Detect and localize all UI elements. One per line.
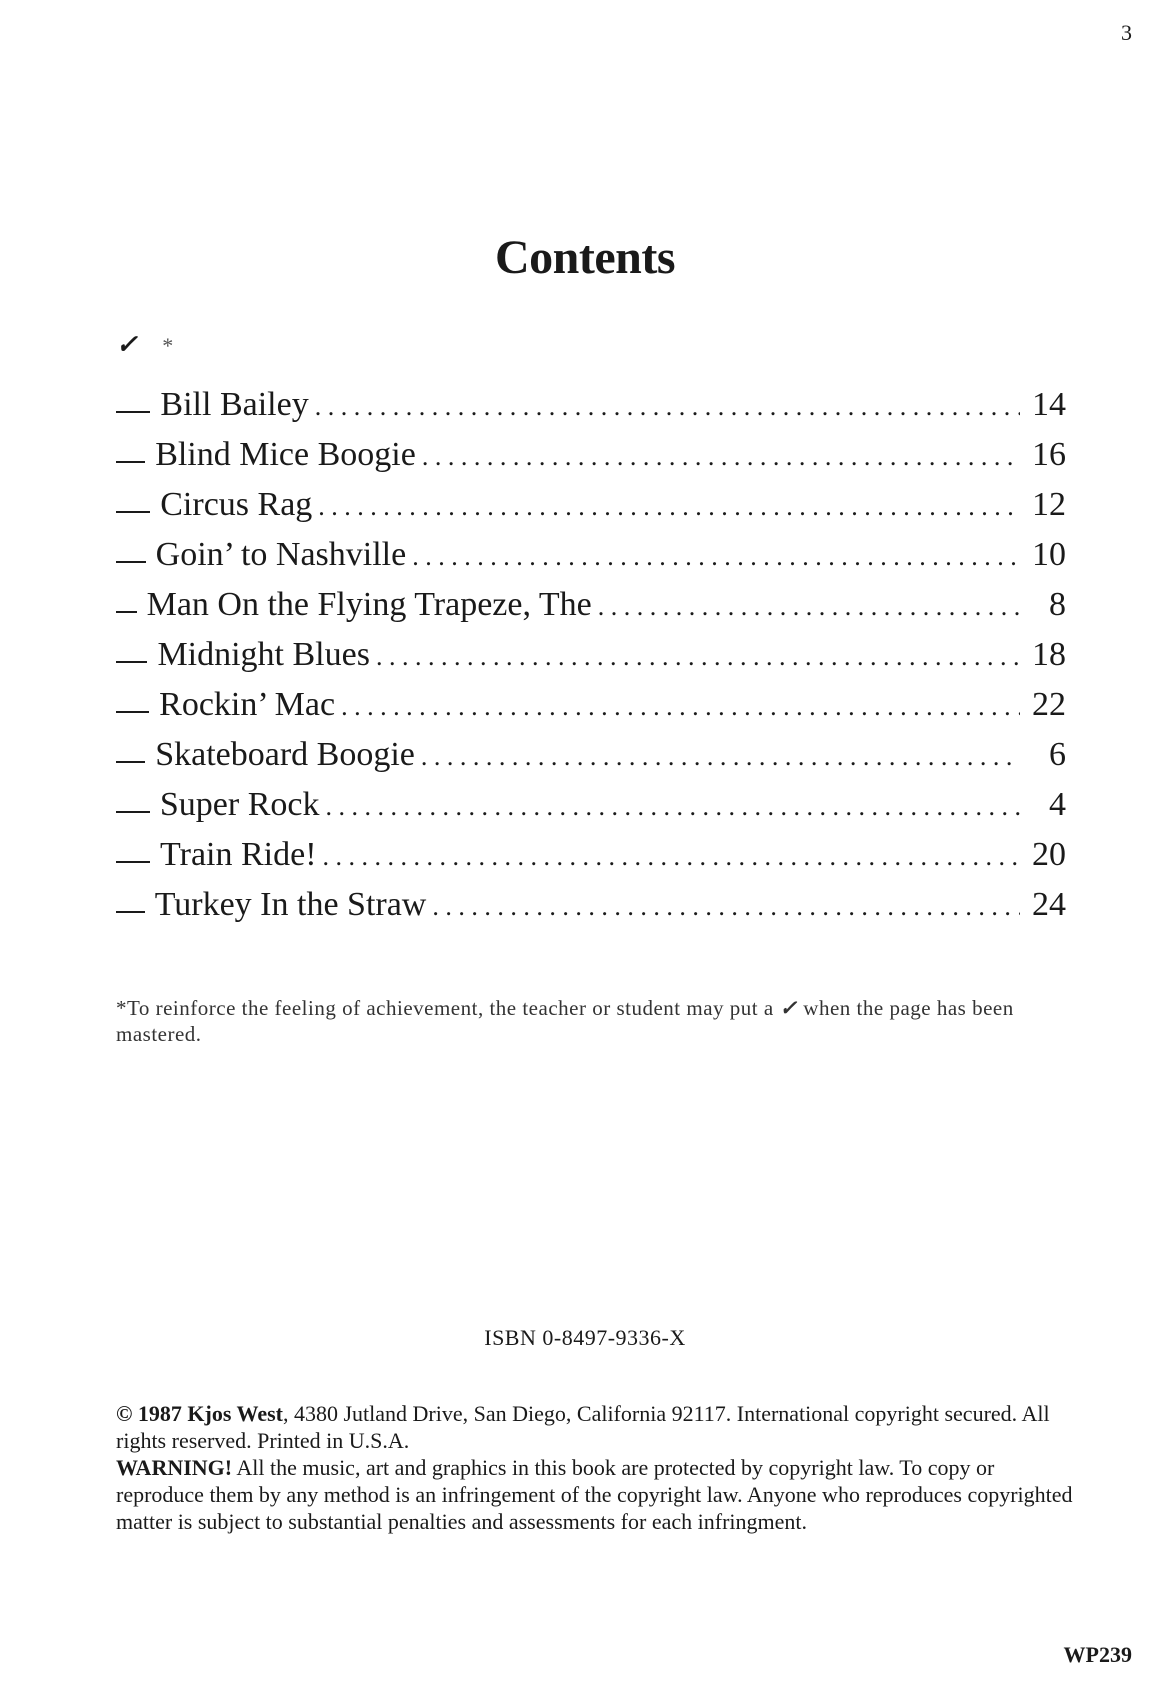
copyright-notice	[116, 1400, 1076, 1535]
toc-title: Bill Bailey	[160, 386, 309, 423]
dot-leader	[376, 642, 1020, 672]
footnote	[116, 995, 1056, 1047]
check-blank[interactable]	[116, 911, 145, 913]
checkmark-icon: ✓	[116, 330, 138, 359]
toc-page: 18	[1032, 636, 1066, 673]
dot-leader	[323, 842, 1020, 872]
toc-row	[116, 586, 1066, 636]
toc-page: 8	[1049, 586, 1066, 623]
toc-page: 10	[1032, 536, 1066, 573]
dot-leader	[325, 792, 1020, 822]
dot-leader	[315, 392, 1020, 422]
toc-title: Train Ride!	[160, 836, 317, 873]
toc-page: 22	[1032, 686, 1066, 723]
toc-row	[116, 436, 1066, 486]
warning-text: All the music, art and graphics in this book are protected by copyright law. To copy or reproduce them by any method is an infringement of the copyright law. Anyone who reproduces copyrighted matter is subject to substantial penalties and assessments for each infringment.	[116, 1455, 1073, 1534]
dot-leader	[318, 492, 1020, 522]
check-blank[interactable]	[116, 861, 150, 863]
toc-row	[116, 636, 1066, 686]
copyright-publisher: © 1987 Kjos West	[116, 1401, 283, 1426]
toc-title: Goin’ to Nashville	[155, 536, 407, 573]
checkmark-icon: ✓	[779, 996, 798, 1020]
copyright-address: , 4380 Jutland Drive, San Diego, California 92117. International copyright secured. All rights reserved. Printed in U.S.A.	[116, 1401, 1050, 1453]
check-blank[interactable]	[116, 561, 146, 563]
toc-title: Rockin’ Mac	[159, 686, 336, 723]
toc-row	[116, 836, 1066, 886]
toc-row	[116, 386, 1066, 436]
check-blank[interactable]	[116, 711, 149, 713]
check-blank[interactable]	[116, 661, 147, 663]
toc-page: 16	[1032, 436, 1066, 473]
toc-title: Man On the Flying Trapeze, The	[146, 586, 592, 623]
catalog-code: WP239	[1063, 1642, 1132, 1667]
toc-row	[116, 486, 1066, 536]
toc-title: Blind Mice Boogie	[155, 436, 416, 473]
toc-page: 14	[1032, 386, 1066, 423]
toc-title: Circus Rag	[160, 486, 313, 523]
toc-row	[116, 536, 1066, 586]
toc-title: Super Rock	[159, 786, 320, 823]
isbn: ISBN 0-8497-9336-X	[484, 1325, 686, 1350]
warning-label: WARNING!	[116, 1455, 233, 1480]
table-of-contents	[116, 386, 1066, 936]
dot-leader	[432, 892, 1020, 922]
toc-page: 20	[1032, 836, 1066, 873]
dot-leader	[421, 742, 1020, 772]
check-blank[interactable]	[116, 411, 150, 413]
toc-title: Skateboard Boogie	[155, 736, 415, 773]
check-blank[interactable]	[116, 461, 145, 463]
check-blank[interactable]	[116, 761, 145, 763]
toc-row	[116, 886, 1066, 936]
dot-leader	[598, 592, 1020, 622]
toc-page: 4	[1049, 786, 1066, 823]
dot-leader	[412, 542, 1020, 572]
toc-page: 6	[1049, 736, 1066, 773]
column-markers	[116, 330, 173, 360]
check-blank[interactable]	[116, 511, 150, 513]
check-blank[interactable]	[116, 611, 137, 613]
footnote-text-suffix: when the page has been mastered.	[116, 996, 1014, 1046]
toc-row	[116, 736, 1066, 786]
footnote-text-prefix: *To reinforce the feeling of achievement, the teacher or student may put a	[116, 996, 774, 1020]
asterisk-marker: *	[162, 333, 174, 358]
dot-leader	[341, 692, 1020, 722]
page-number: 3	[1121, 20, 1132, 45]
dot-leader	[422, 442, 1020, 472]
toc-title: Turkey In the Straw	[154, 886, 427, 923]
page-title: Contents	[494, 231, 675, 284]
toc-row	[116, 686, 1066, 736]
toc-page: 24	[1032, 886, 1066, 923]
toc-title: Midnight Blues	[157, 636, 370, 673]
check-blank[interactable]	[116, 811, 150, 813]
toc-page: 12	[1032, 486, 1066, 523]
toc-row	[116, 786, 1066, 836]
